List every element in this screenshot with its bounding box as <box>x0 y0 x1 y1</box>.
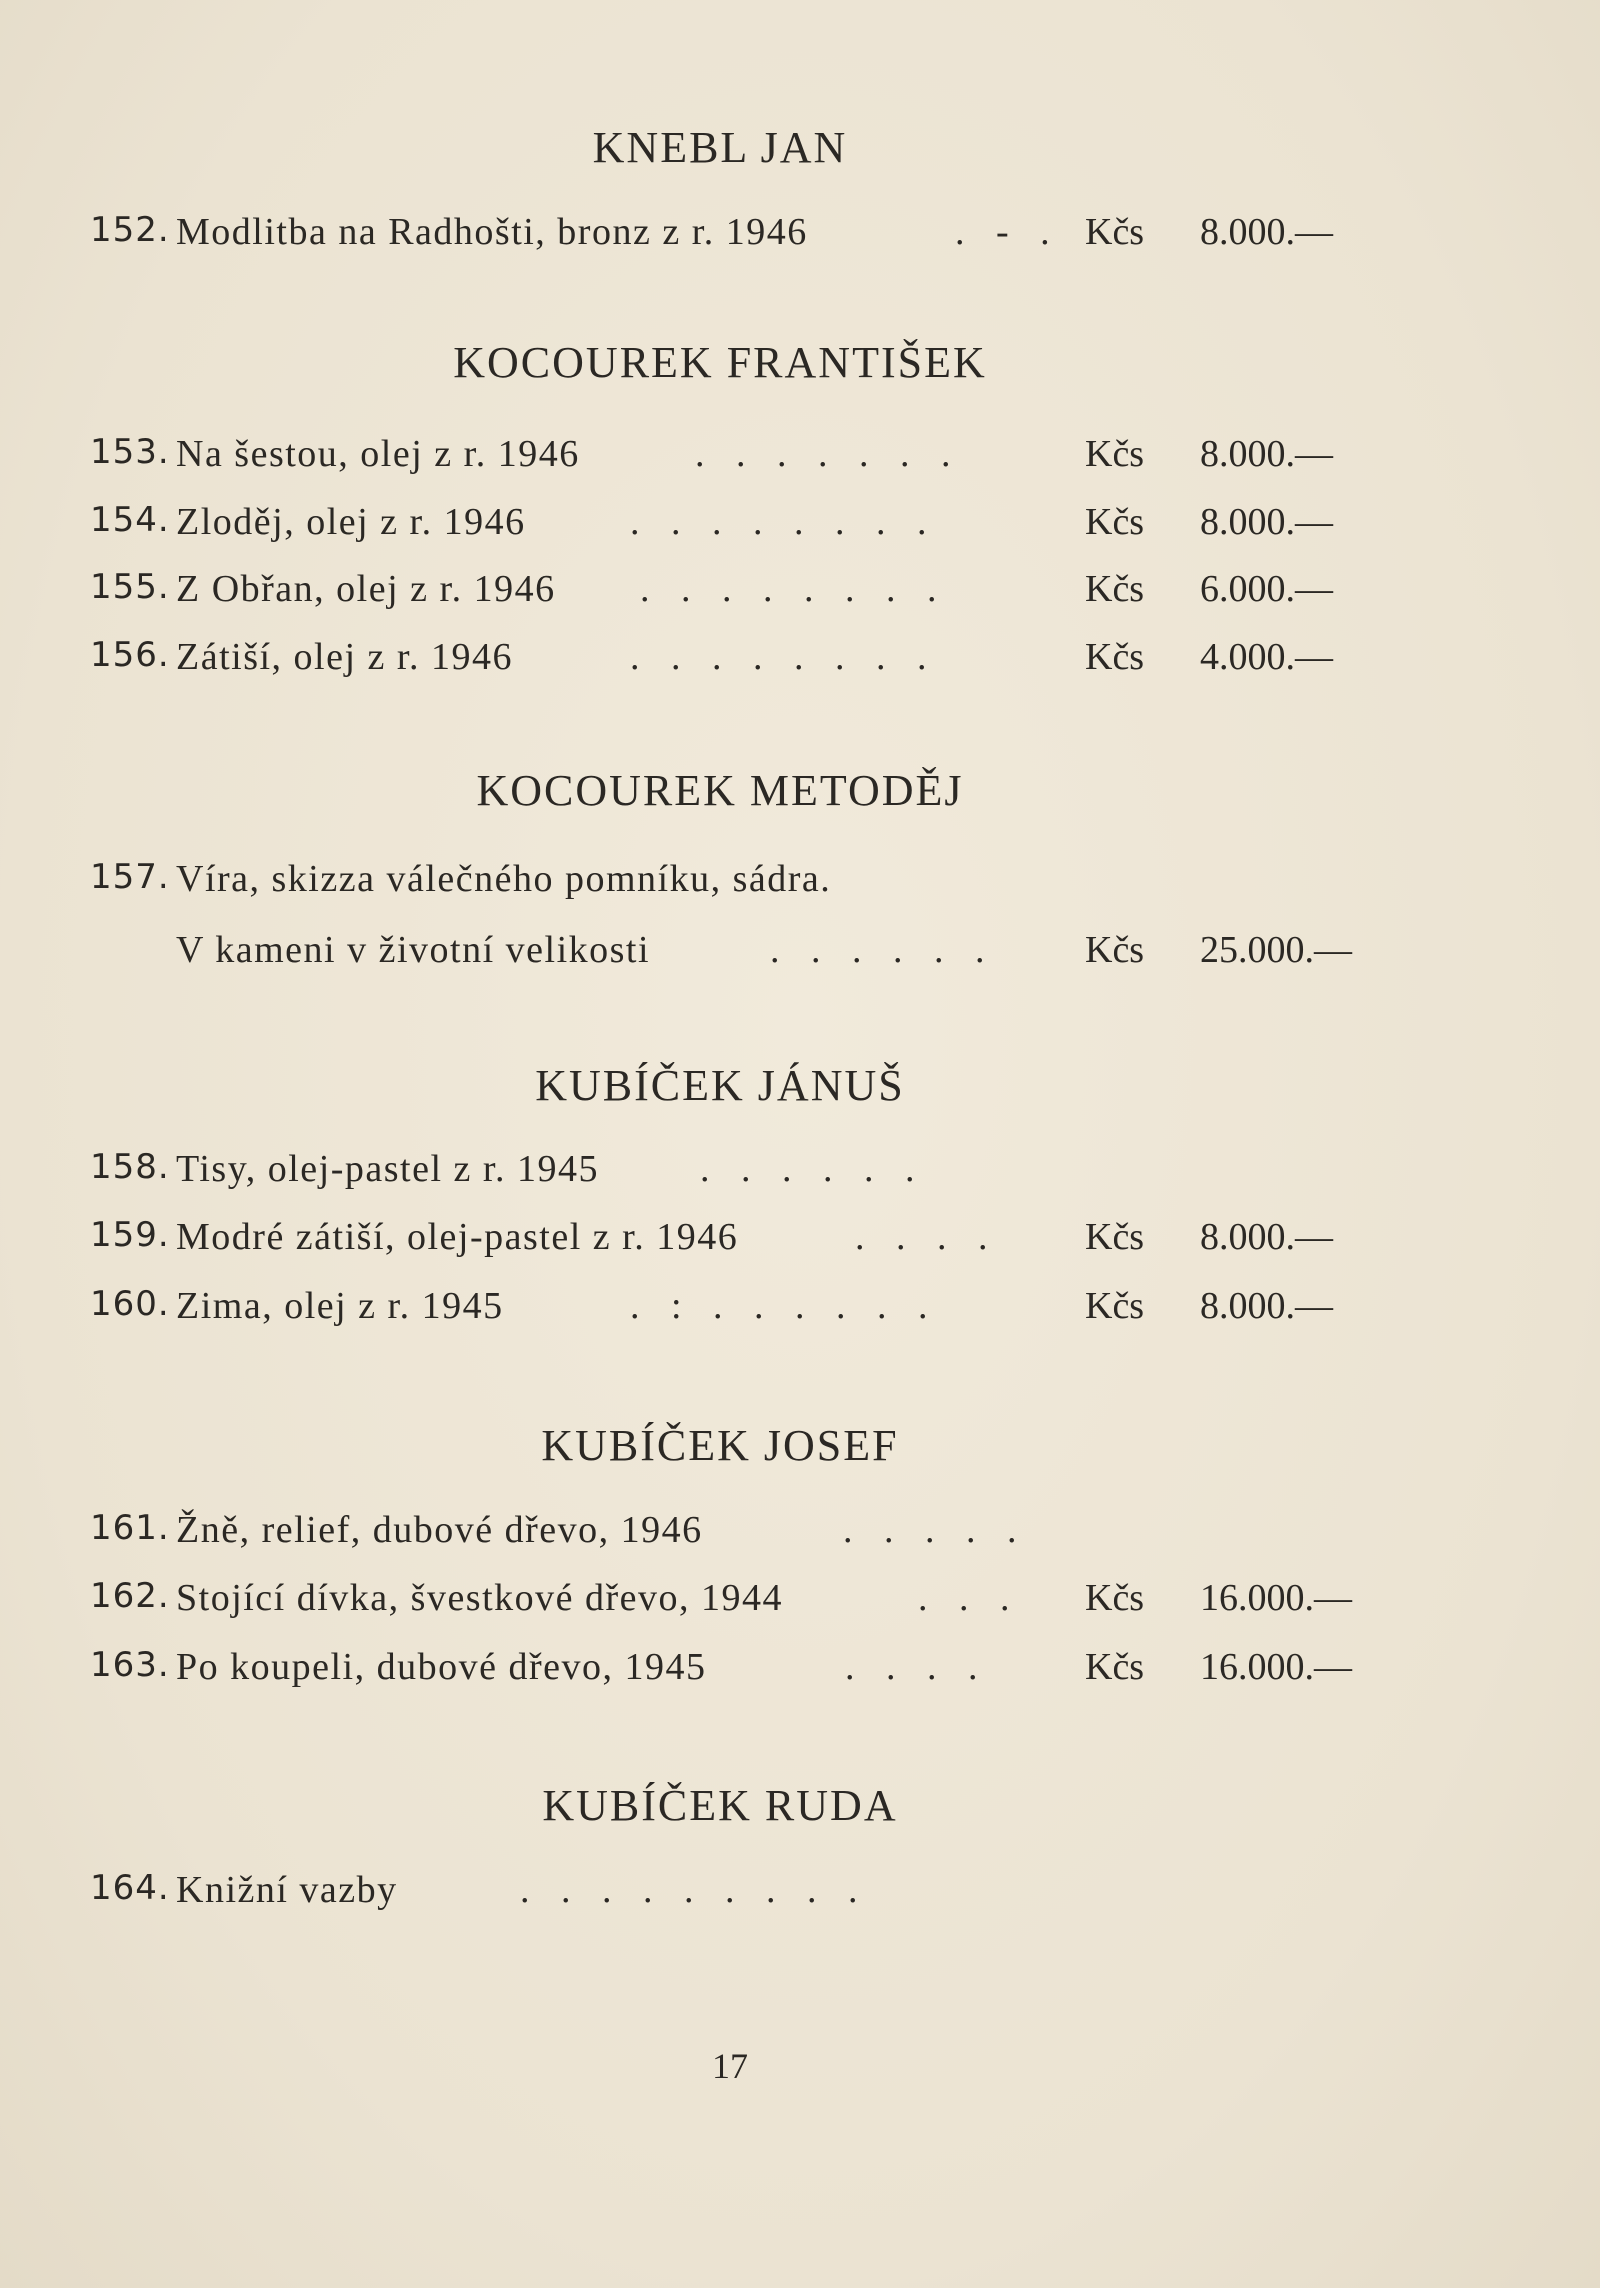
entry-number: 160. <box>90 1284 170 1324</box>
catalog-entry <box>0 1508 1600 1564</box>
entry-currency: Kčs <box>1085 1216 1145 1258</box>
entry-title: Zátiší, olej z r. 1946 <box>176 636 513 678</box>
entry-price: 4.000.— <box>1200 636 1333 678</box>
entry-title: Z Obřan, olej z r. 1946 <box>176 568 556 610</box>
entry-title: Žně, relief, dubové dřevo, 1946 <box>176 1509 703 1551</box>
entry-title: Modré zátiší, olej-pastel z r. 1946 <box>176 1216 739 1258</box>
entry-title: Knižní vazby <box>176 1869 398 1911</box>
dot-leader: . . . . . . <box>700 1148 926 1190</box>
dot-leader: . - . <box>955 211 1061 253</box>
catalog-entry <box>0 857 1600 913</box>
artist-heading: KOCOUREK METODĚJ <box>476 766 964 815</box>
dot-leader: . : . . . . . . <box>630 1285 939 1327</box>
dot-leader: . . . . . . <box>770 929 996 971</box>
dot-leader: . . . . . . . . <box>640 568 948 610</box>
catalog-entry <box>0 1645 1600 1701</box>
entry-title: Zloděj, olej z r. 1946 <box>176 501 526 543</box>
entry-title: Po koupeli, dubové dřevo, 1945 <box>176 1646 707 1688</box>
catalog-entry <box>0 1215 1600 1271</box>
dot-leader: . . . . . . . . <box>630 636 938 678</box>
entry-number: 164. <box>90 1868 170 1908</box>
entry-title: Víra, skizza válečného pomníku, sádra. <box>176 858 832 900</box>
entry-currency: Kčs <box>1085 433 1145 475</box>
entry-currency: Kčs <box>1085 1285 1145 1327</box>
entry-currency: Kčs <box>1085 501 1145 543</box>
entry-price: 8.000.— <box>1200 211 1333 253</box>
artist-heading: KUBÍČEK RUDA <box>542 1781 898 1830</box>
dot-leader: . . . . . . . . . <box>520 1869 869 1911</box>
entry-price: 8.000.— <box>1200 1216 1333 1258</box>
entry-currency: Kčs <box>1085 568 1145 610</box>
entry-title: Tisy, olej-pastel z r. 1945 <box>176 1148 599 1190</box>
entry-price: 16.000.— <box>1200 1646 1352 1688</box>
catalog-entry <box>0 567 1600 623</box>
entry-number: 153. <box>90 432 170 472</box>
entry-price: 8.000.— <box>1200 501 1333 543</box>
artist-heading: KUBÍČEK JÁNUŠ <box>535 1061 905 1110</box>
dot-leader: . . . . . . . . <box>630 501 938 543</box>
dot-leader: . . . <box>918 1577 1021 1619</box>
entry-title-continuation: V kameni v životní velikosti <box>176 929 651 971</box>
entry-price: 6.000.— <box>1200 568 1333 610</box>
entry-number: 159. <box>90 1215 170 1255</box>
entry-number: 158. <box>90 1147 170 1187</box>
catalog-entry <box>0 1868 1600 1924</box>
catalog-entry <box>0 1284 1600 1340</box>
artist-heading: KNEBL JAN <box>592 123 848 172</box>
entry-currency: Kčs <box>1085 1646 1145 1688</box>
entry-price: 16.000.— <box>1200 1577 1352 1619</box>
dot-leader: . . . . . <box>843 1509 1028 1551</box>
entry-title: Modlitba na Radhošti, bronz z r. 1946 <box>176 211 808 253</box>
entry-title: Na šestou, olej z r. 1946 <box>176 433 580 475</box>
entry-currency: Kčs <box>1085 636 1145 678</box>
entry-number: 163. <box>90 1645 170 1685</box>
entry-title: Zima, olej z r. 1945 <box>176 1285 504 1327</box>
catalog-entry <box>0 1576 1600 1632</box>
entry-number: 154. <box>90 500 170 540</box>
dot-leader: . . . . <box>855 1216 999 1258</box>
entry-currency: Kčs <box>1085 211 1145 253</box>
entry-number: 162. <box>90 1576 170 1616</box>
entry-price: 25.000.— <box>1200 929 1352 971</box>
entry-currency: Kčs <box>1085 929 1145 971</box>
artist-heading: KOCOUREK FRANTIŠEK <box>453 338 987 387</box>
entry-number: 161. <box>90 1508 170 1548</box>
entry-price: 8.000.— <box>1200 433 1333 475</box>
entry-price: 8.000.— <box>1200 1285 1333 1327</box>
catalog-entry <box>0 210 1600 266</box>
entry-number: 156. <box>90 635 170 675</box>
page-number: 17 <box>712 2046 748 2086</box>
entry-number: 152. <box>90 210 170 250</box>
entry-currency: Kčs <box>1085 1577 1145 1619</box>
catalog-entry <box>0 432 1600 488</box>
dot-leader: . . . . . . . <box>695 433 962 475</box>
entry-number: 155. <box>90 567 170 607</box>
dot-leader: . . . . <box>845 1646 989 1688</box>
entry-number: 157. <box>90 857 170 897</box>
catalog-entry <box>0 500 1600 556</box>
artist-heading: KUBÍČEK JOSEF <box>541 1421 899 1470</box>
entry-title: Stojící dívka, švestkové dřevo, 1944 <box>176 1577 784 1619</box>
catalog-entry <box>0 635 1600 691</box>
catalog-entry-continuation <box>0 928 1600 984</box>
catalog-entry <box>0 1147 1600 1203</box>
